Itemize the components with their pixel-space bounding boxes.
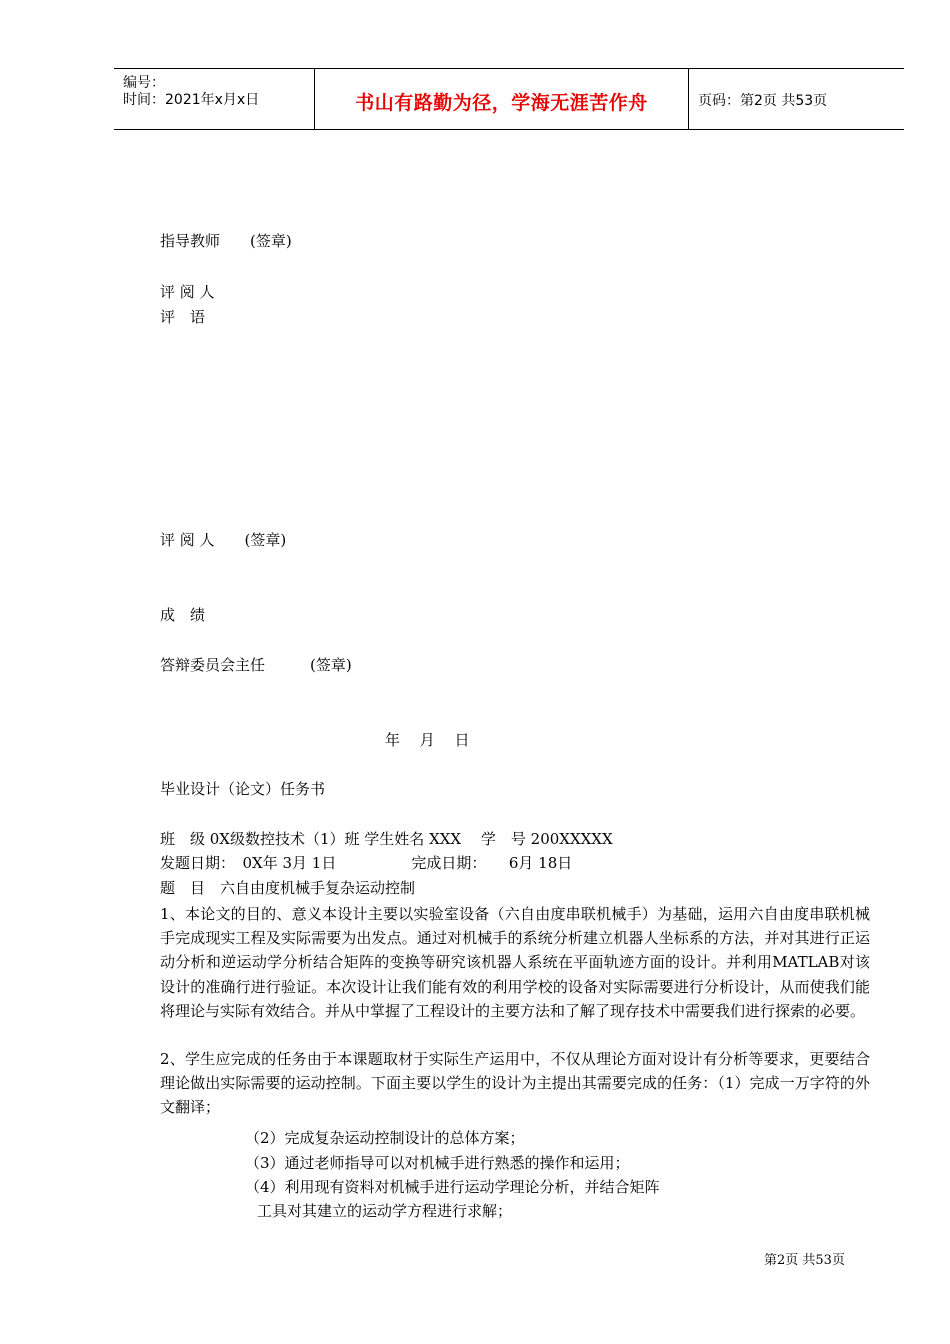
page-header bbox=[114, 68, 904, 130]
advisor-signature: 指导教师 (签章) bbox=[160, 232, 292, 250]
header-motto-cell bbox=[315, 69, 689, 129]
comment-label: 评 语 bbox=[160, 308, 206, 326]
task-item-3: （3）通过老师指导可以对机械手进行熟悉的操作和运用； bbox=[245, 1154, 630, 1172]
header-time: 时间：2021年x月x日 bbox=[123, 92, 260, 108]
taskbook-title: 毕业设计（论文）任务书 bbox=[160, 780, 326, 798]
committee-chair-signature: 答辩委员会主任 (签章) bbox=[160, 656, 352, 674]
header-page-cell bbox=[689, 69, 904, 129]
task-item-2: （2）完成复杂运动控制设计的总体方案； bbox=[245, 1129, 525, 1147]
date-line: 年 月 日 bbox=[385, 731, 470, 749]
tasks-paragraph: 2、学生应完成的任务由于本课题取材于实际生产运用中，不仅从理论方面对设计有分析等要求，更要结合理论做出实际需要的运动控制。下面主要以学生的设计为主提出其需要完成的任务：（1）完成一万字符的外文翻译； bbox=[160, 1050, 870, 1117]
reviewer-signature: 评 阅 人 (签章) bbox=[160, 531, 287, 549]
reviewer-label: 评 阅 人 bbox=[160, 283, 215, 301]
topic-line: 题 目 六自由度机械手复杂运动控制 bbox=[160, 879, 416, 897]
score-label: 成 绩 bbox=[160, 606, 206, 624]
serial-number: 编号： bbox=[123, 75, 165, 91]
page-footer: 第2页 共53页 bbox=[764, 1253, 845, 1268]
header-motto: 书山有路勤为径，学海无涯苦作舟 bbox=[355, 92, 648, 114]
purpose-paragraph: 1、本论文的目的、意义本设计主要以实验室设备（六自由度串联机械手）为基础，运用六自由度串联机械手完成现实工程及实际需要为出发点。通过对机械手的系统分析建立机器人坐标系的方法，并对其进行正运动分析和逆运动学分析结合矩阵的变换等研究该机器人系统在平面轨迹方面的设计。并利用MATLAB对该设计的准确行进行验证。本次设计让我们能有效的利用学校的设备对实际需要进行分析设计，从而使我们能将理论与实际有效结合。并从中掌握了工程设计的主要方法和了解了现存技术中需要我们进行探索的必要。 bbox=[160, 905, 870, 1020]
header-left-cell bbox=[114, 69, 315, 129]
task-item-4-continued: 工具对其建立的运动学方程进行求解； bbox=[257, 1202, 513, 1220]
header-page-info: 页码：第2页 共53页 bbox=[698, 93, 828, 109]
class-info-line: 班 级 0X级数控技术（1）班 学生姓名 XXX 学 号 200XXXXX bbox=[160, 830, 613, 848]
issue-date-line: 发题日期： 0X年 3月 1日 完成日期： 6月 18日 bbox=[160, 854, 573, 872]
task-item-4: （4）利用现有资料对机械手进行运动学理论分析，并结合矩阵 bbox=[245, 1178, 660, 1196]
